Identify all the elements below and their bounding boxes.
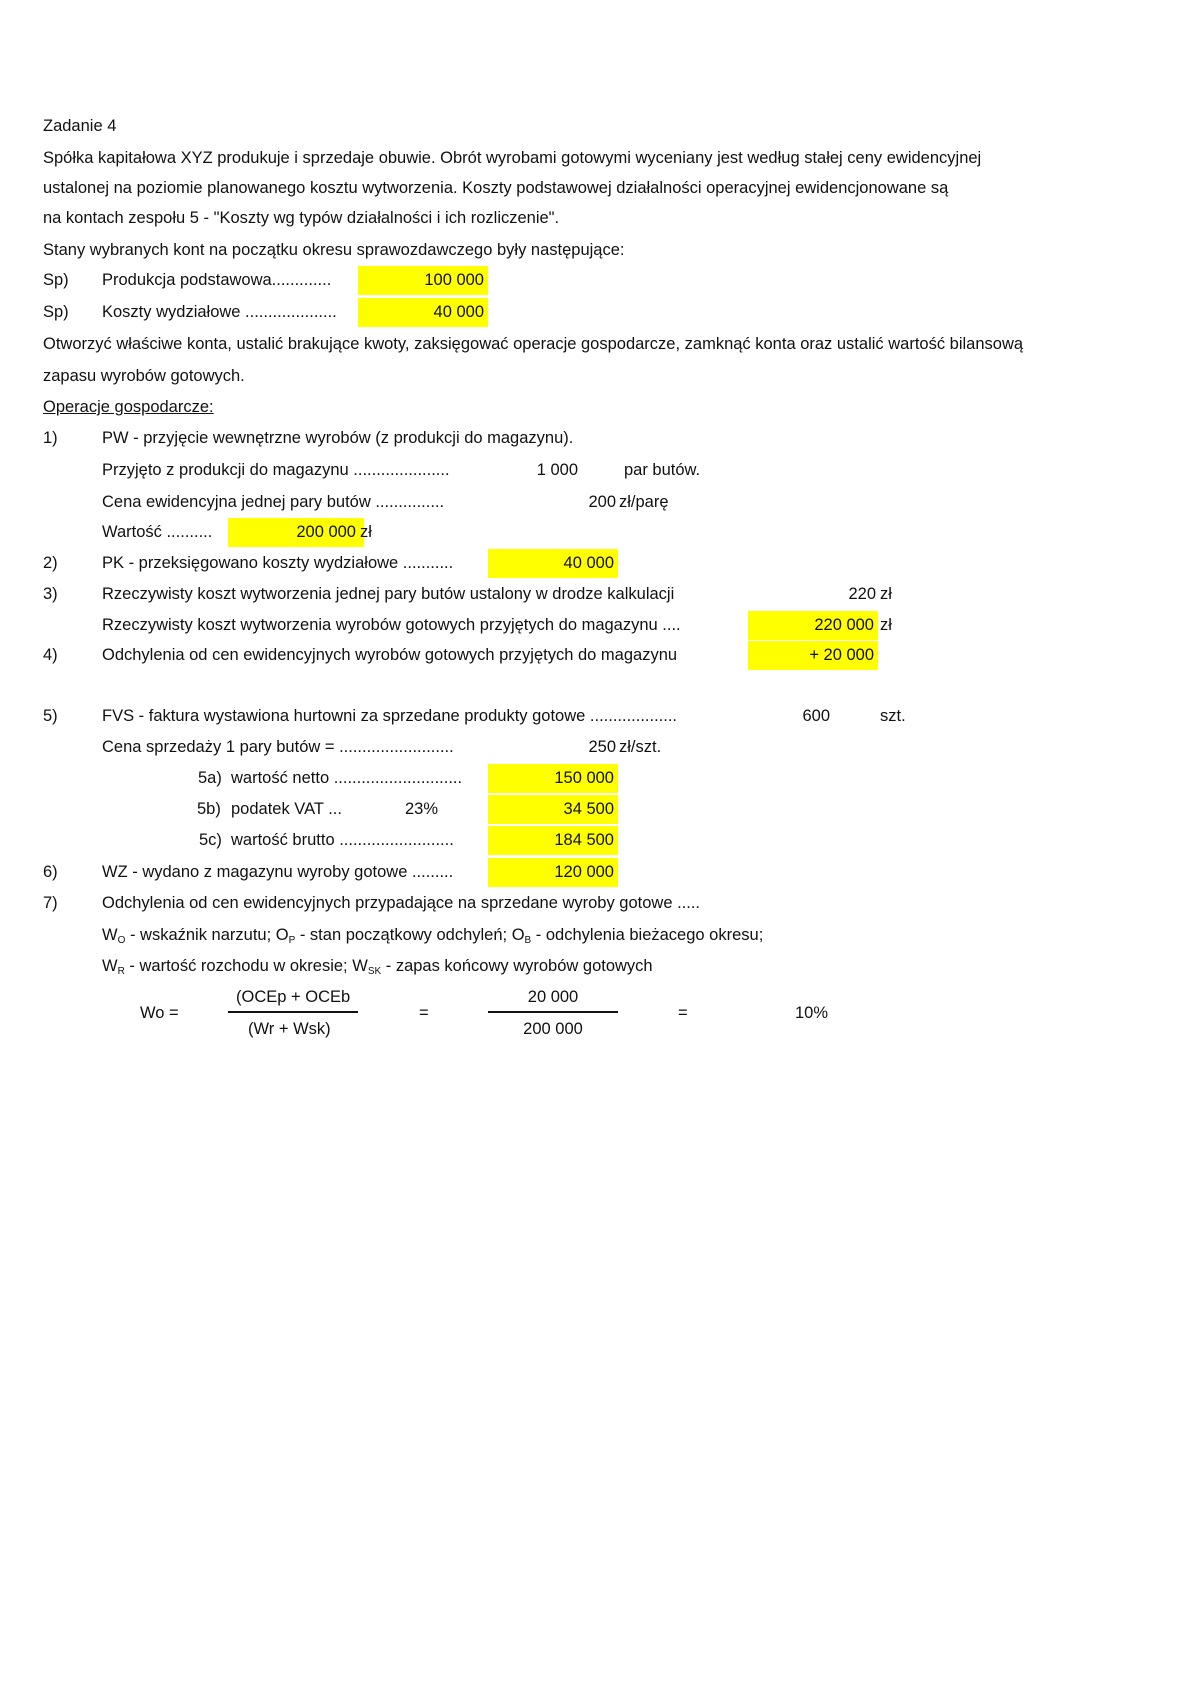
- op5a-value: 150 000: [554, 769, 614, 787]
- op6-text: WZ - wydano z magazynu wyroby gotowe .........: [102, 863, 454, 881]
- op5b-text: podatek VAT ...: [231, 800, 342, 818]
- op7-text: Odchylenia od cen ewidencyjnych przypadające na sprzedane wyroby gotowe .....: [102, 894, 701, 912]
- formula-result: 10%: [795, 1004, 829, 1022]
- op7-num: 7): [43, 894, 58, 912]
- op1-label-2: Cena ewidencyjna jednej pary butów ...............: [102, 493, 445, 511]
- formula-denominator-1: (Wr + Wsk): [248, 1020, 331, 1038]
- opening-value-2: 40 000: [433, 303, 484, 321]
- op5c-text: wartość brutto .........................: [231, 831, 454, 849]
- opening-code-1: Sp): [43, 271, 69, 289]
- op5-num: 5): [43, 707, 58, 725]
- op4-value: + 20 000: [809, 646, 874, 664]
- op3-unit-1: zł: [880, 585, 892, 603]
- intro-line-1: Spółka kapitałowa XYZ produkuje i sprzedaje obuwie. Obrót wyrobami gotowymi wyceniany jest według stałej ceny ewidencyjnej: [43, 149, 982, 167]
- fraction-bar: [228, 1011, 358, 1013]
- op3-value-1: 220: [848, 585, 876, 603]
- op3-num: 3): [43, 585, 58, 603]
- op1-unit-3: zł: [360, 523, 372, 541]
- op1-label-1: Przyjęto z produkcji do magazynu .....................: [102, 461, 450, 479]
- op2-text: PK - przeksięgowano koszty wydziałowe ...........: [102, 554, 454, 572]
- op3-text: Rzeczywisty koszt wytworzenia jednej pary butów ustalony w drodze kalkulacji: [102, 585, 675, 603]
- op1-unit-1: par butów.: [624, 461, 701, 479]
- op7-legend-2: $W_R$ - wartość rozchodu w okresie; $W_{SK}$ - zapas końcowy wyrobów gotowych: [102, 957, 653, 977]
- opening-value-1: 100 000: [424, 271, 484, 289]
- intro-line-3: na kontach zespołu 5 - "Koszty wg typów działalności i ich rozliczenie".: [43, 209, 560, 227]
- op1-value-1: 1 000: [536, 461, 578, 479]
- opening-label-1: Produkcja podstawowa.............: [102, 271, 332, 289]
- op2-num: 2): [43, 554, 58, 572]
- op6-value: 120 000: [554, 863, 614, 881]
- op3-value-2: 220 000: [814, 616, 874, 634]
- op1-text: PW - przyjęcie wewnętrzne wyrobów (z produkcji do magazynu).: [102, 429, 574, 447]
- op5-label-2: Cena sprzedaży 1 pary butów = .........................: [102, 738, 454, 756]
- op5-value-1: 600: [802, 707, 830, 725]
- op1-value-2: 200: [588, 493, 616, 511]
- opening-code-2: Sp): [43, 303, 69, 321]
- op3-unit-2: zł: [880, 616, 892, 634]
- formula-numerator-1: (OCEp + OCEb: [236, 988, 351, 1006]
- op4-text: Odchylenia od cen ewidencyjnych wyrobów gotowych przyjętych do magazynu: [102, 646, 678, 664]
- formula-lhs: Wo =: [140, 1004, 179, 1022]
- fraction-bar: [488, 1011, 618, 1013]
- op6-num: 6): [43, 863, 58, 881]
- page-title: Zadanie 4: [43, 117, 117, 135]
- op5b-label: 5b): [197, 800, 221, 818]
- op1-value-3: 200 000: [296, 523, 356, 541]
- op5a-label: 5a): [198, 769, 222, 787]
- task-line-1: Otworzyć właściwe konta, ustalić brakujące kwoty, zaksięgować operacje gospodarcze, zamknąć konta oraz ustalić wartość bilansową: [43, 335, 1024, 353]
- intro-line-2: ustalonej na poziomie planowanego kosztu wytworzenia. Koszty podstawowej działalności operacyjnej ewidencjonowane są: [43, 179, 949, 197]
- task-line-2: zapasu wyrobów gotowych.: [43, 367, 245, 385]
- formula-numerator-2: 20 000: [527, 988, 579, 1006]
- op5-unit-2: zł/szt.: [619, 738, 662, 756]
- op2-value: 40 000: [563, 554, 614, 572]
- op5-unit-1: szt.: [880, 707, 906, 725]
- formula-equals-2: =: [678, 1004, 688, 1022]
- op1-unit-2: zł/parę: [619, 493, 669, 511]
- op5c-value: 184 500: [554, 831, 614, 849]
- op5b-rate: 23%: [405, 800, 439, 818]
- op5c-label: 5c): [199, 831, 222, 849]
- ops-heading: Operacje gospodarcze:: [43, 398, 214, 416]
- op5b-value: 34 500: [563, 800, 614, 818]
- op7-legend-1: $W_O$ - wskaźnik narzutu; $O_P$ - stan początkowy odchyleń; $O_B$ - odchylenia bieżacego okresu;: [102, 926, 764, 946]
- op3-label-2: Rzeczywisty koszt wytworzenia wyrobów gotowych przyjętych do magazynu ....: [102, 616, 681, 634]
- op1-num: 1): [43, 429, 58, 447]
- op5-value-2: 250: [588, 738, 616, 756]
- op4-num: 4): [43, 646, 58, 664]
- formula-denominator-2: 200 000: [523, 1020, 583, 1038]
- formula-equals-1: =: [419, 1004, 429, 1022]
- intro-line-4: Stany wybranych kont na początku okresu sprawozdawczego były następujące:: [43, 241, 625, 259]
- opening-label-2: Koszty wydziałowe ....................: [102, 303, 337, 321]
- op5a-text: wartość netto ............................: [231, 769, 463, 787]
- op5-text: FVS - faktura wystawiona hurtowni za sprzedane produkty gotowe ...................: [102, 707, 678, 725]
- op1-label-3: Wartość ..........: [102, 523, 213, 541]
